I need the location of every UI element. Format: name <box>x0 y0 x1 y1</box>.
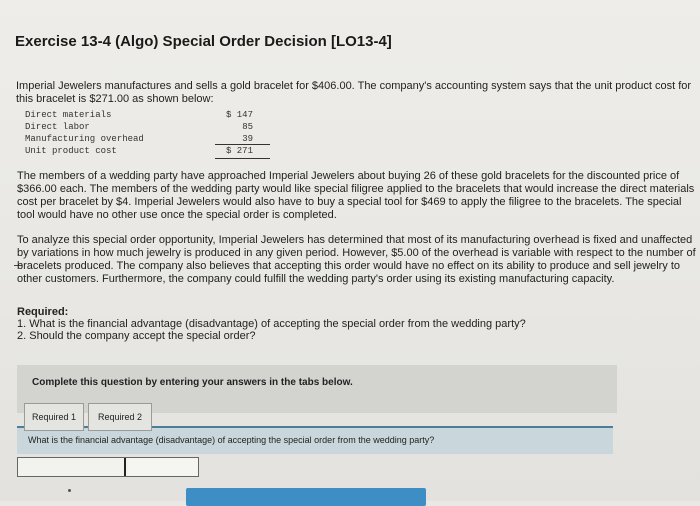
cursor-dot <box>68 489 71 492</box>
cost-label: Manufacturing overhead <box>25 134 144 144</box>
cost-row <box>25 121 253 133</box>
tab-required-1[interactable]: Required 1 <box>24 403 84 431</box>
intro-paragraph: Imperial Jewelers manufactures and sells a gold bracelet for $406.00. The company's accounting system says that the unit product cost for this bracelet is $271.00 as shown below: <box>16 80 692 105</box>
tab-required-2[interactable]: Required 2 <box>88 403 152 431</box>
cost-total-row <box>25 145 253 157</box>
question-text: What is the financial advantage (disadvantage) of accepting the special order from the wedding party? <box>28 435 435 445</box>
analysis-paragraph: To analyze this special order opportunity, Imperial Jewelers has determined that most of its manufacturing overhead is fixed and unaffected by variations in how much jewelry is produced in any given period. However, $5.00 of the overhead is variable with respect to the number of bracelets produced. The company also believes that accepting this order would have no effect on its ability to produce and sell jewelry to other customers. Furthermore, the company could fulfill the wedding party's order using its existing manufacturing capacity. <box>17 234 696 285</box>
scenario-paragraph: The members of a wedding party have approached Imperial Jewelers about buying 26 of these gold bracelets for the discounted price of $366.00 each. The members of the wedding party would like special filigree applied to the bracelets that would increase the direct materials cost per bracelet by $4. Imperial Jewelers would also have to buy a special tool for $469 to apply the filigree to the bracelets. The special tool would have no other use once the special order is completed. <box>17 170 695 221</box>
next-button[interactable] <box>186 488 426 506</box>
cost-row <box>25 109 253 121</box>
answer-row <box>17 457 199 477</box>
subtotal-rule <box>215 144 270 145</box>
cost-amount: 85 <box>242 122 253 132</box>
cost-total-amount: $ 271 <box>225 146 253 156</box>
cost-label: Direct materials <box>25 110 112 120</box>
required-item-1: 1. What is the financial advantage (disadvantage) of accepting the special order from the wedding party? <box>17 318 526 330</box>
cost-label: Direct labor <box>25 122 90 132</box>
required-section <box>17 306 526 342</box>
required-item-2: 2. Should the company accept the special order? <box>17 330 256 342</box>
page-title: Exercise 13-4 (Algo) Special Order Decision [LO13-4] <box>15 33 392 50</box>
cost-amount: $ 147 <box>225 110 253 120</box>
cost-amount: 39 <box>242 134 253 144</box>
answer-amount-input[interactable] <box>128 458 198 476</box>
total-rule <box>215 158 270 159</box>
answer-label-input[interactable] <box>18 458 126 476</box>
required-heading: Required: <box>17 306 69 318</box>
cost-total-label: Unit product cost <box>25 146 117 156</box>
cost-table <box>25 109 253 157</box>
instructions-text: Complete this question by entering your answers in the tabs below. <box>32 377 353 388</box>
